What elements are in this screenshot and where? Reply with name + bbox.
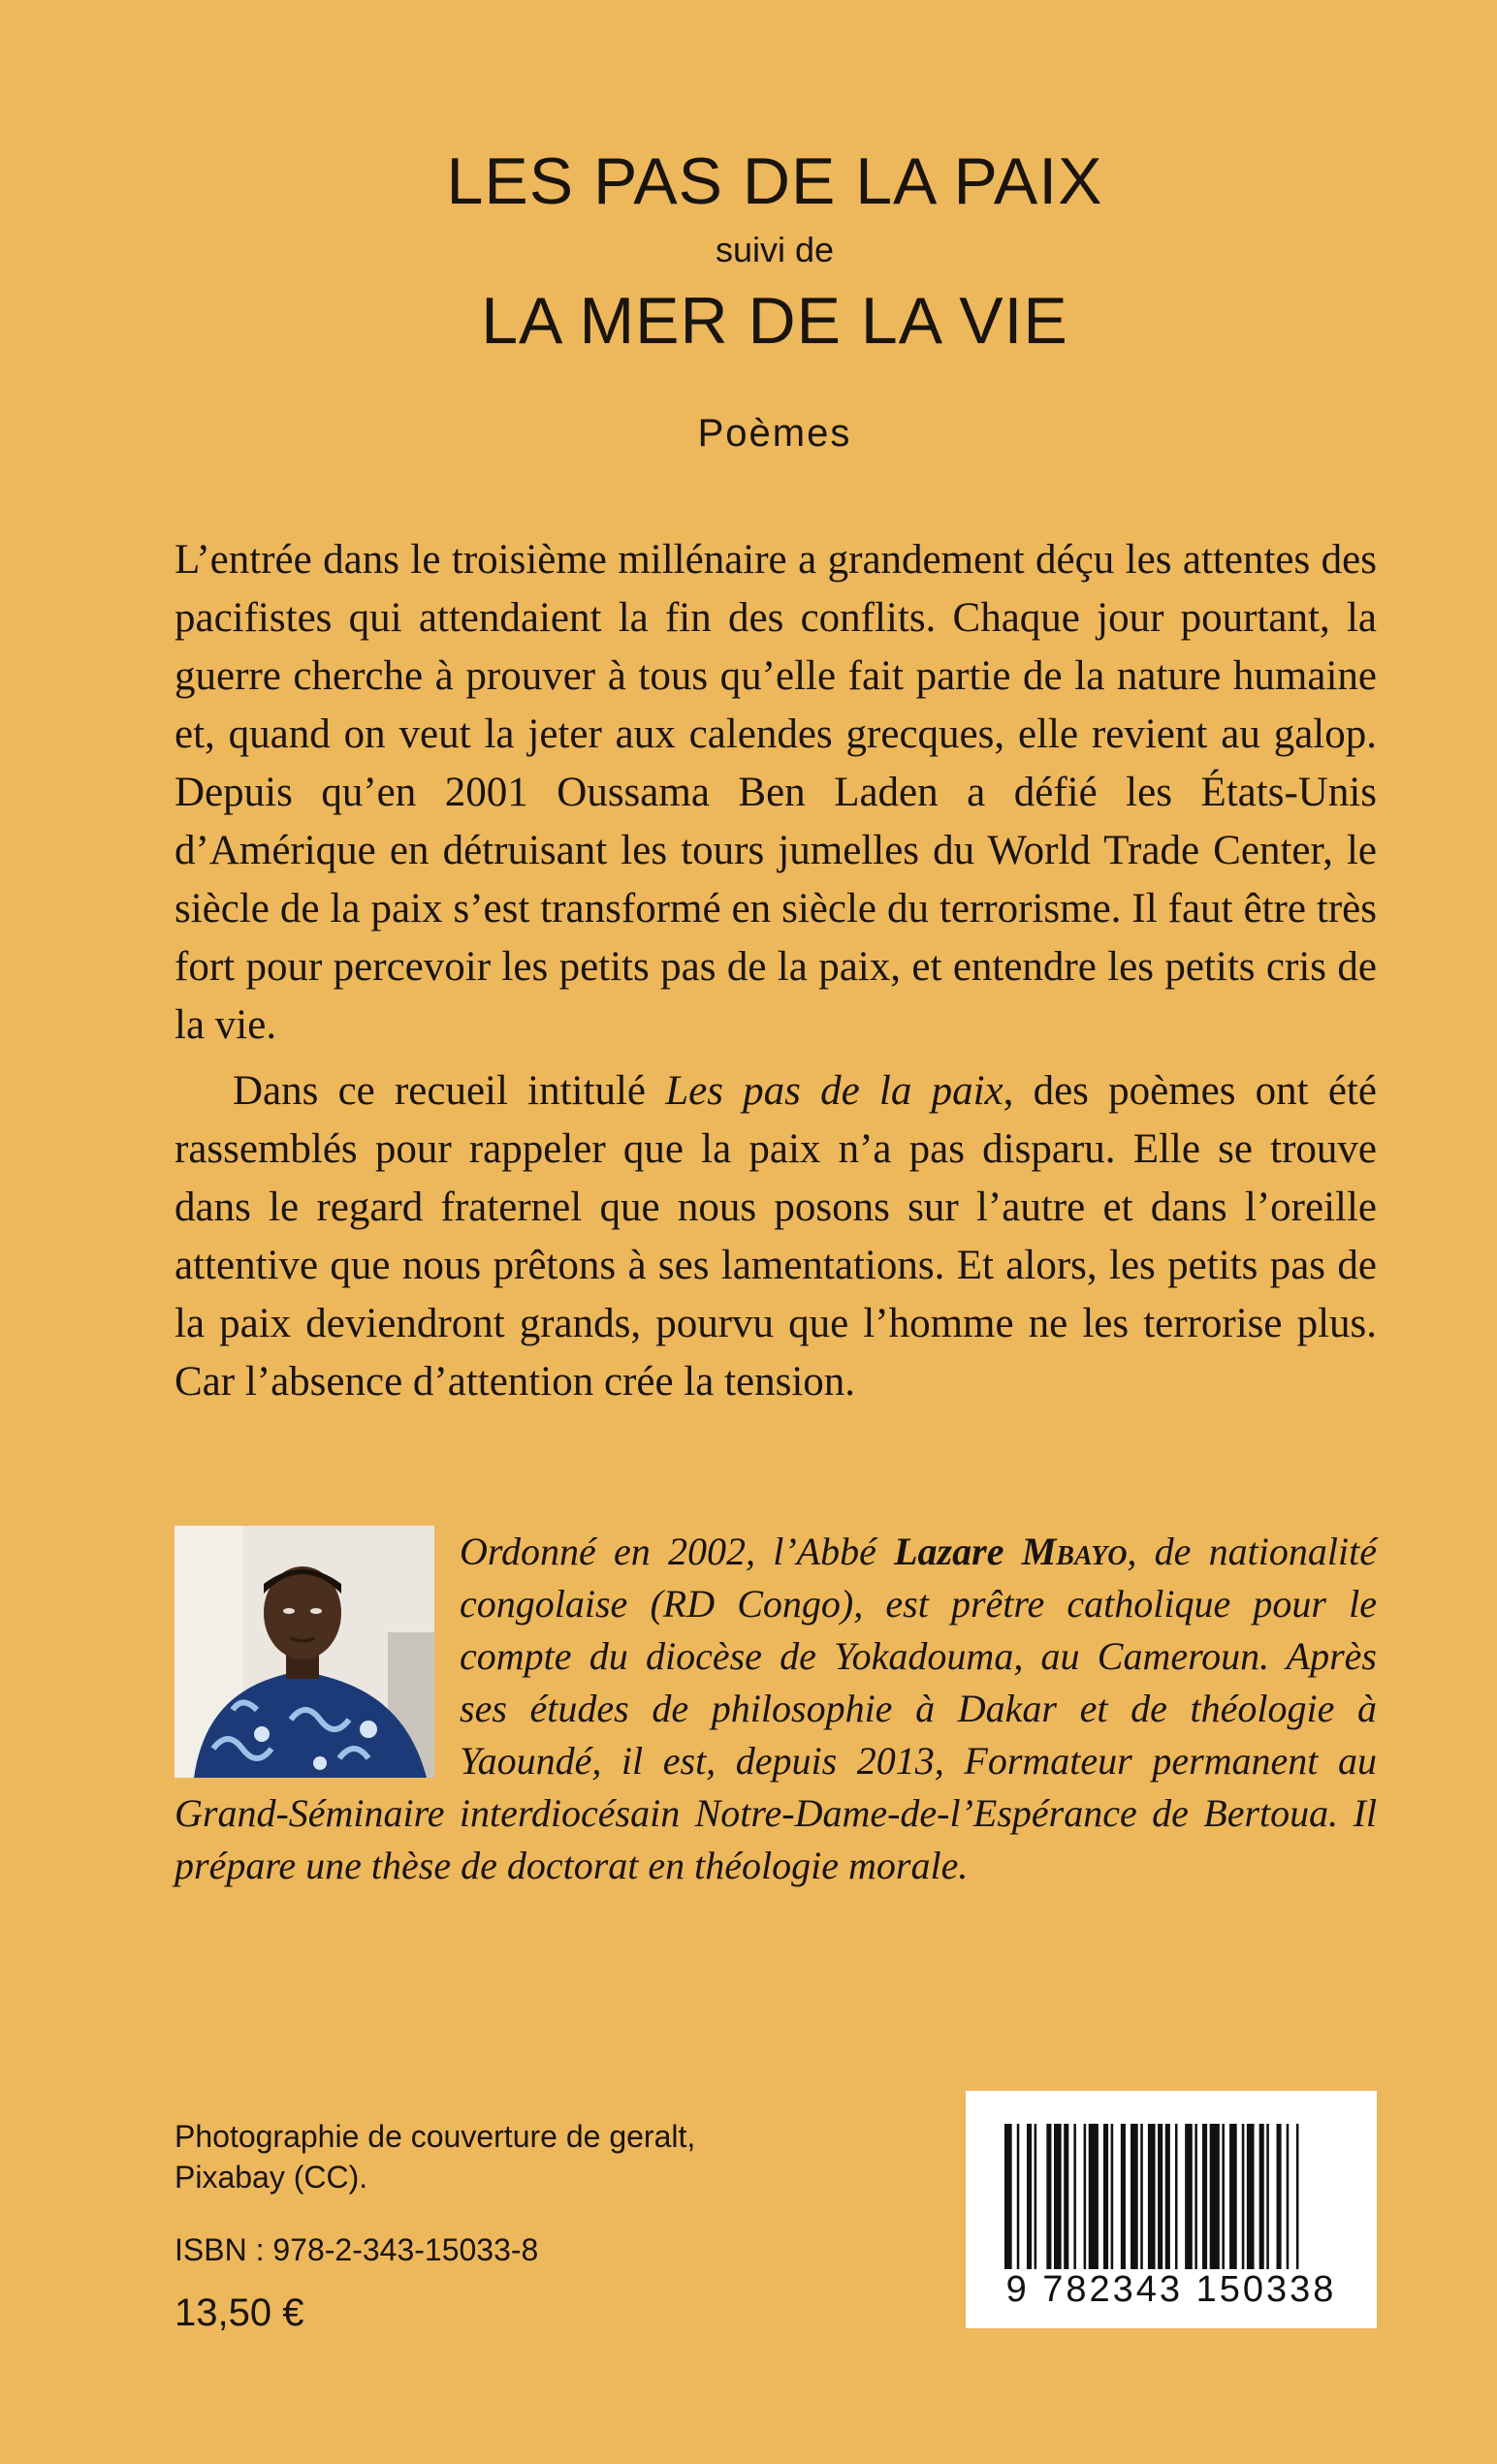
barcode-bar xyxy=(1073,2124,1076,2269)
blurb-book-title: Les pas de la paix xyxy=(665,1068,1003,1114)
bio-rest: , de nationalité congolaise (RD Congo), est prêtre catholique pour le compte du diocèse de Yokadouma, au Cameroun. Après ses études de philosophie à Dakar et de théologie à Yaoundé, il est, depuis 2013, Formateur permanent au Grand-Séminaire interdiocésain Notre-Dame-de-l’Espérance de Bertoua. Il prépare une thèse de doctorat en théologie morale. xyxy=(175,1530,1378,1887)
blurb-paragraph-2-end: , des poèmes ont été rassemblés pour rappeler que la paix n’a pas disparu. Elle se trouve dans le regard fraternel que nous posons sur l’autre et dans l’oreille attentive que nous prêtons à ses lamentations. Et alors, les petits pas de la paix deviendront grands, pourvu que l’homme ne les terrorise plus. Car l’absence d’attention crée la tension. xyxy=(175,1068,1377,1405)
barcode-bar xyxy=(1175,2124,1178,2269)
barcode-bar xyxy=(1004,2124,1012,2269)
bio-intro: Ordonné en 2002, l’Abbé xyxy=(460,1530,895,1573)
barcode-bar xyxy=(1165,2124,1170,2269)
barcode-number: 9 782343 150338 xyxy=(1005,2269,1337,2310)
barcode-bar xyxy=(1017,2124,1020,2269)
barcode-bar xyxy=(1277,2124,1282,2269)
blurb-paragraph-2-start: Dans ce recueil intitulé xyxy=(233,1068,666,1114)
barcode-bars xyxy=(966,2091,1377,2275)
barcode-bar xyxy=(1242,2124,1245,2269)
barcode-bar xyxy=(1287,2124,1290,2269)
barcode-bar xyxy=(1148,2124,1156,2269)
book-subtitle: LA MER DE LA VIE xyxy=(481,284,1068,358)
blurb-paragraph-1: L’entrée dans le troisième millénaire a grandement déçu les attentes des pacifistes qui attendaient la fin des conflits. Chaque jour pourtant, la guerre cherche à prouver à tous qu’elle fait partie de la nature humaine et, quand on veut la jeter aux calendes grecques, elle revient au galop. Depuis qu’en 2001 Oussama Ben Laden a défié les États-Unis d’Amérique en détruisant les tours jumelles du World Trade Center, le siècle de la paix s’est transformé en siècle du terrorisme. Il faut être très fort pour percevoir les petits pas de la paix, et entendre les petits cris de la vie. xyxy=(175,537,1377,1048)
barcode-bar xyxy=(1259,2124,1264,2269)
photo-spacer xyxy=(175,1526,460,1780)
photo-credit-line-2: Pixabay (CC). xyxy=(175,2160,368,2195)
author-last-name: Mbayo xyxy=(1021,1530,1128,1573)
book-title: LES PAS DE LA PAIX xyxy=(446,144,1103,218)
author-bio xyxy=(175,1526,1377,1892)
barcode-bar xyxy=(1111,2124,1114,2269)
back-cover-blurb xyxy=(175,531,1377,1411)
barcode xyxy=(966,2091,1377,2328)
barcode-bar xyxy=(1266,2124,1269,2269)
barcode-bar xyxy=(1222,2124,1225,2269)
barcode-bar xyxy=(1089,2124,1099,2269)
barcode-bar xyxy=(1064,2124,1068,2269)
title-connector: suivi de xyxy=(715,230,835,269)
barcode-bar xyxy=(1185,2124,1193,2269)
genre-label: Poèmes xyxy=(697,412,852,455)
author-first-name: Lazare xyxy=(894,1530,1004,1573)
barcode-bar xyxy=(1121,2124,1126,2269)
barcode-bar xyxy=(1229,2124,1237,2269)
barcode-bar xyxy=(1194,2124,1197,2269)
barcode-bar xyxy=(1035,2124,1037,2269)
barcode-bar xyxy=(1210,2124,1220,2269)
barcode-bar xyxy=(1054,2124,1062,2269)
barcode-bar xyxy=(1103,2124,1108,2269)
barcode-bar xyxy=(1140,2124,1143,2269)
barcode-bar xyxy=(1296,2124,1299,2269)
photo-credit-line-1: Photographie de couverture de geralt, xyxy=(175,2119,696,2154)
photo-credit xyxy=(175,2116,853,2197)
isbn: ISBN : 978-2-343-15033-8 xyxy=(175,2232,539,2267)
barcode-bar xyxy=(1131,2124,1138,2269)
barcode-bar xyxy=(1027,2124,1032,2269)
barcode-bar xyxy=(1247,2124,1255,2269)
barcode-bar xyxy=(1046,2124,1051,2269)
price: 13,50 € xyxy=(175,2291,304,2334)
barcode-bar xyxy=(1158,2124,1163,2269)
cover-title-block xyxy=(0,141,1497,362)
barcode-bar xyxy=(1084,2124,1087,2269)
blurb-paragraph-2 xyxy=(175,1062,1377,1411)
barcode-bar xyxy=(1202,2124,1207,2269)
